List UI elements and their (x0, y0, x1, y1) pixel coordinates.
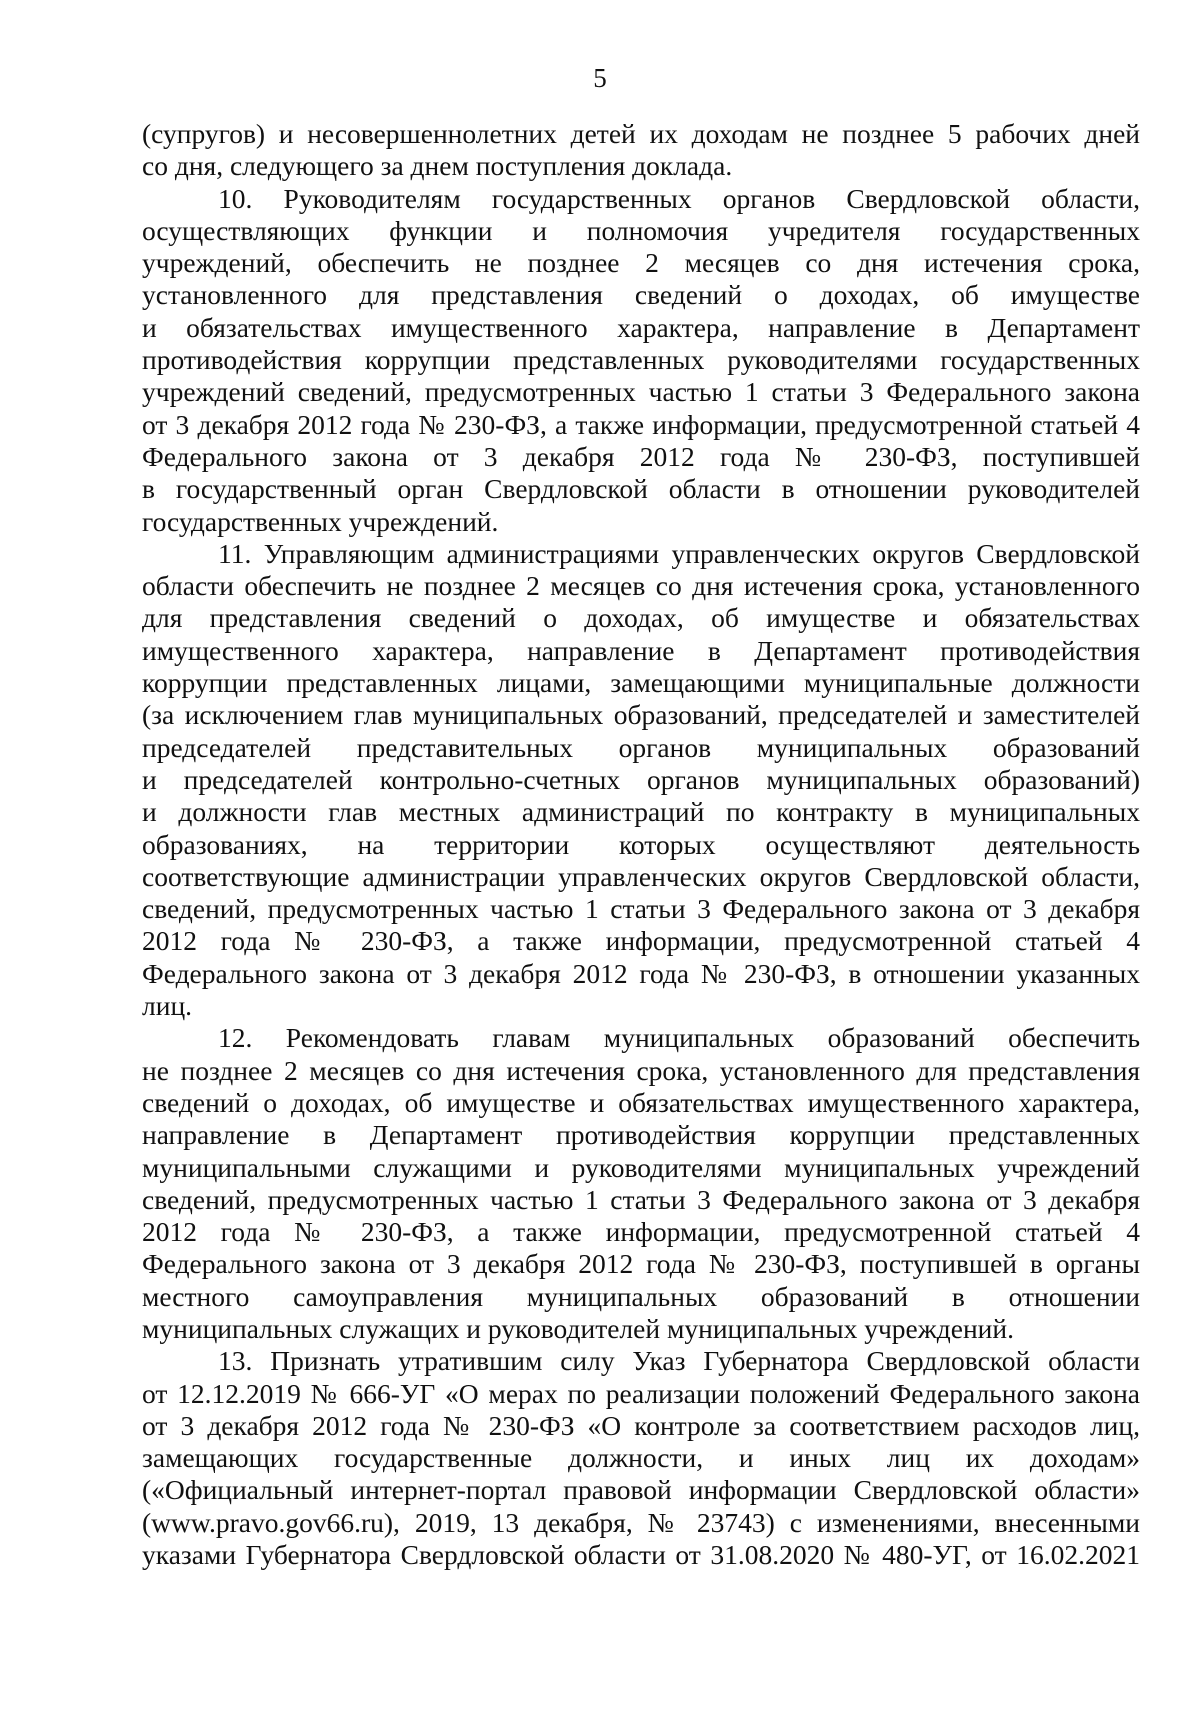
text-line: сведений, предусмотренных частью 1 статьи 3 Федерального закона от 3 декабря (142, 1183, 1140, 1215)
document-body (142, 118, 1140, 1571)
text-line: учреждений, обеспечить не позднее 2 месяцев со дня истечения срока, (142, 247, 1140, 279)
text-line: и обязательствах имущественного характера, направление в Департамент (142, 311, 1140, 343)
text-line: замещающих государственные должности, и иных лиц их доходам» (142, 1442, 1140, 1474)
text-line: и должности глав местных администраций по контракту в муниципальных (142, 796, 1140, 828)
text-line: (супругов) и несовершеннолетних детей их доходам не позднее 5 рабочих дней (142, 118, 1140, 149)
text-line: от 12.12.2019 № 666-УГ «О мерах по реализации положений Федерального закона (142, 1377, 1140, 1409)
text-line: местного самоуправления муниципальных образований в отношении (142, 1280, 1140, 1312)
text-line: государственных учреждений. (142, 505, 499, 537)
text-line: муниципальных служащих и руководителей муниципальных учреждений. (142, 1312, 1014, 1344)
text-line: коррупции представленных лицами, замещающими муниципальные должности (142, 667, 1140, 699)
text-line: не позднее 2 месяцев со дня истечения срока, установленного для представления (142, 1054, 1140, 1086)
text-line: области обеспечить не позднее 2 месяцев со дня истечения срока, установленного (142, 570, 1140, 602)
text-line: Федерального закона от 3 декабря 2012 года № 230-ФЗ, поступившей в органы (142, 1248, 1140, 1280)
text-line: (за исключением глав муниципальных образований, председателей и заместителей (142, 699, 1140, 731)
text-line: противодействия коррупции представленных руководителями государственных (142, 344, 1140, 376)
page-number: 5 (593, 63, 607, 93)
text-line: (www.pravo.gov66.ru), 2019, 13 декабря, № 23743) с изменениями, внесенными (142, 1506, 1140, 1538)
text-line: 2012 года № 230-ФЗ, а также информации, предусмотренной статьей 4 (142, 925, 1140, 957)
paragraph-first-line: 12. Рекомендовать главам муниципальных образований обеспечить (218, 1022, 1140, 1054)
paragraph-first-line: 11. Управляющим администрациями управленческих округов Свердловской (218, 537, 1140, 569)
text-line: установленного для представления сведений о доходах, об имуществе (142, 279, 1140, 311)
text-line: осуществляющих функции и полномочия учредителя государственных (142, 214, 1140, 246)
text-line: имущественного характера, направление в Департамент противодействия (142, 634, 1140, 666)
text-line: образованиях, на территории которых осуществляют деятельность (142, 828, 1140, 860)
text-line: со дня, следующего за днем поступления доклада. (142, 150, 733, 182)
text-line: сведений, предусмотренных частью 1 статьи 3 Федерального закона от 3 декабря (142, 893, 1140, 925)
text-line: лиц. (142, 990, 193, 1022)
text-line: соответствующие администрации управленческих округов Свердловской области, (142, 860, 1140, 892)
text-line: от 3 декабря 2012 года № 230-ФЗ «О контроле за соответствием расходов лиц, (142, 1409, 1140, 1441)
text-line: направление в Департамент противодействия коррупции представленных (142, 1119, 1140, 1151)
text-line: 2012 года № 230-ФЗ, а также информации, предусмотренной статьей 4 (142, 1216, 1140, 1248)
text-line: муниципальными служащими и руководителями муниципальных учреждений (142, 1151, 1140, 1183)
text-line: и председателей контрольно-счетных органов муниципальных образований) (142, 763, 1140, 795)
text-line: председателей представительных органов муниципальных образований (142, 731, 1140, 763)
text-line: Федерального закона от 3 декабря 2012 года № 230-ФЗ, поступившей (142, 440, 1140, 472)
text-line: от 3 декабря 2012 года № 230-ФЗ, а также информации, предусмотренной статьей 4 (142, 408, 1140, 440)
text-line: («Официальный интернет-портал правовой информации Свердловской области» (142, 1474, 1140, 1506)
text-line: сведений о доходах, об имуществе и обязательствах имущественного характера, (142, 1086, 1140, 1118)
paragraph-first-line: 10. Руководителям государственных органов Свердловской области, (218, 182, 1140, 214)
text-line: в государственный орган Свердловской области в отношении руководителей (142, 473, 1140, 505)
text-line: указами Губернатора Свердловской области от 31.08.2020 № 480-УГ, от 16.02.2021 (142, 1539, 1140, 1571)
text-line: для представления сведений о доходах, об имуществе и обязательствах (142, 602, 1140, 634)
paragraph-first-line: 13. Признать утратившим силу Указ Губернатора Свердловской области (218, 1345, 1140, 1377)
text-line: Федерального закона от 3 декабря 2012 года № 230-ФЗ, в отношении указанных (142, 957, 1140, 989)
text-line: учреждений сведений, предусмотренных частью 1 статьи 3 Федерального закона (142, 376, 1140, 408)
